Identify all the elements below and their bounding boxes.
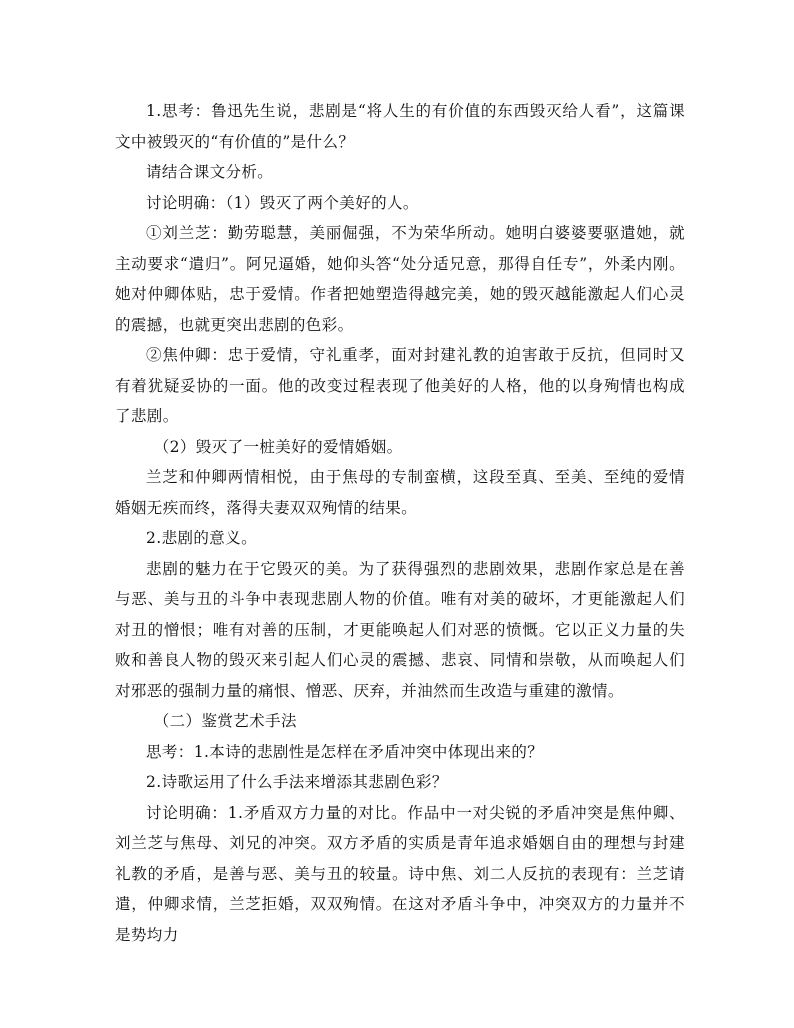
document-body [115,96,685,950]
paragraph-liu-lanzhi: ①刘兰芝：勤劳聪慧，美丽倔强，不为荣华所动。她明白婆婆要驱遣她，就主动要求“遣归”。阿兄逼婚，她仰头答“处分适兄意，那得自任专”，外柔内刚。她对仲卿体贴，忠于爱情。作者把她塑造得越完美，她的毁灭越能激起人们心灵的震撼，也就更突出悲剧的色彩。 [115,224,685,334]
paragraph-discussion-contrast: 讨论明确：1.矛盾双方力量的对比。作品中一对尖锐的矛盾冲突是焦仲卿、刘兰芝与焦母、刘兄的冲突。双方矛盾的实质是青年追求婚姻自由的理想与封建礼教的矛盾，是善与恶、美与丑的较量。诗中焦、刘二人反抗的表现有：兰芝请遣，仲卿求情，兰芝拒婚，双双殉情。在这对矛盾斗争中，冲突双方的力量并不是势均力 [115,803,685,944]
paragraph-question-3: 2.诗歌运用了什么手法来增添其悲剧色彩？ [146,773,448,791]
paragraph-jiao-zhongqing: ②焦仲卿：忠于爱情，守礼重孝，面对封建礼教的迫害敢于反抗，但同时又有着犹疑妥协的一面。他的改变过程表现了他美好的人格，他的以身殉情也构成了悲剧。 [115,346,685,425]
paragraph-discussion-1: 讨论明确：（1）毁灭了两个美好的人。 [146,193,419,212]
paragraph-question-1: 1.思考：鲁迅先生说，悲剧是“将人生的有价值的东西毁灭给人看”，这篇课文中被毁灭的“有价值的”是什么？ [115,102,685,151]
paragraph-discussion-2: （2）毁灭了一桩美好的爱情婚姻。 [153,437,403,456]
paragraph-instruction: 请结合课文分析。 [146,163,274,181]
paragraph-question-2: 思考：1.本诗的悲剧性是怎样在矛盾冲突中体现出来的？ [146,742,544,761]
section-heading-art-technique: （二）鉴赏艺术手法 [153,712,297,730]
paragraph-tragedy-meaning: 悲剧的魅力在于它毁灭的美。为了获得强烈的悲剧效果，悲剧作家总是在善与恶、美与丑的斗争中表现悲剧人物的价值。唯有对美的破坏，才更能激起人们对丑的憎恨；唯有对善的压制，才更能唤起人们对恶的愤慨。它以正义力量的失败和善良人物的毁灭来引起人们心灵的震撼、悲哀、同情和崇敬，从而唤起人们对邪恶的强制力量的痛恨、憎恶、厌弃，并油然而生改造与重建的激情。 [115,559,685,700]
paragraph-love-marriage: 兰芝和仲卿两情相悦，由于焦母的专制蛮横，这段至真、至美、至纯的爱情婚姻无疾而终，落得夫妻双双殉情的结果。 [115,468,685,517]
paragraph-tragedy-meaning-heading: 2.悲剧的意义。 [146,529,257,547]
